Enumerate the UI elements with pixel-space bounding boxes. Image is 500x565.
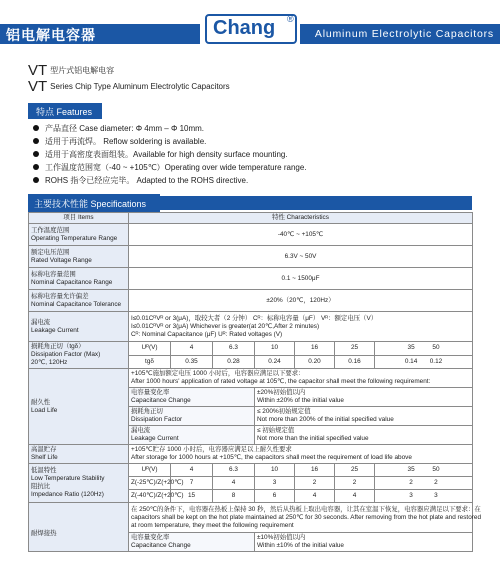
page-header: [0, 0, 500, 46]
row-value: 6.3V ~ 50V: [129, 246, 473, 268]
feature-item: ROHS 指令已经应完毕。 Adapted to the ROHS directive.: [33, 175, 248, 186]
df-value: 0.16: [335, 355, 375, 369]
table-header-row: [29, 213, 473, 224]
feature-item: 产品直径 Case diameter: Φ 4mm – Φ 10mm.: [33, 123, 204, 134]
brand-logo: [205, 14, 297, 44]
header-bar-right: [300, 24, 500, 44]
specifications-heading: 主要技术性能 Specifications: [28, 194, 160, 212]
feature-item: 工作温度范围宽（-40 ~ +105℃）Operating over wide temperature range.: [33, 162, 307, 173]
table-row: [29, 224, 473, 246]
df-value-pair: 0.14 0.12: [375, 355, 473, 369]
df-voltage: 6.3: [213, 342, 255, 356]
df-value: 0.35: [171, 355, 213, 369]
reflow-intro-row: 耐焊接热 在 250℃的条件下，电容器在热板上保持 30 秒，然后从热板上取出电容器，让其在室温下恢复，电容器应满足以下要求：在 capacitors shall be kept on the hot plate maintained at 250℃ for 30 seconds. After removing from the hot plate and restored at room temperature, they meet the following requirement: [29, 503, 473, 533]
registered-mark: ®: [287, 14, 294, 24]
specifications-table: [28, 212, 481, 552]
table-row-leakage: [29, 312, 473, 342]
df-ur-label: Uᴿ(V): [129, 342, 171, 356]
feature-item: 适用于再流焊。 Reflow soldering is available.: [33, 136, 206, 147]
lowtemp-ratio-row: Z(-40℃)/Z(+20℃) 15 8 6 4 4 3 3: [29, 490, 473, 503]
series-title-cn: VT 型片式铝电解电容: [28, 62, 115, 79]
bullet-icon: [33, 177, 39, 183]
load-life-row: 电容量变化率 Capacitance Change ±20%初始值以内 Within ±20% of the initial value: [29, 388, 473, 407]
df-voltage-row: [29, 342, 473, 356]
row-label: 耐焊接热: [29, 503, 129, 552]
row-label: 标称电容量允许偏差 Nominal Capacitance Tolerance: [29, 290, 129, 312]
df-tg-label: tgδ: [129, 355, 171, 369]
table-row: [29, 268, 473, 290]
row-label: 损耗角正切（tgδ） Dissipation Factor (Max) 20℃, 120Hz: [29, 342, 129, 369]
row-label: 高温贮存 Shelf Life: [29, 445, 129, 464]
lowtemp-voltage-row: 低温特性 Low Temperature Stability 阻抗比 Impedance Ratio (120Hz) Uᴿ(V) 4 6.3 10 16 25 35 50: [29, 464, 473, 477]
df-voltage: 25: [335, 342, 375, 356]
row-value: ±20%（20℃，120Hz）: [129, 290, 473, 312]
header-characteristics: 特性 Characteristics: [129, 213, 473, 224]
series-title-en: VT Series Chip Type Aluminum Electrolytic Capacitors: [28, 78, 230, 95]
df-voltage: 10: [255, 342, 295, 356]
bullet-icon: [33, 138, 39, 144]
df-voltage-pair: 35 50: [375, 342, 473, 356]
lowtemp-ratio-row: Z(-25℃)/Z(+20℃) 7 4 3 2 2 2 2: [29, 477, 473, 490]
df-value: 0.24: [255, 355, 295, 369]
features-heading: 特点 Features: [28, 103, 102, 119]
bullet-icon: [33, 164, 39, 170]
df-voltage: 4: [171, 342, 213, 356]
load-life-row: 漏电流 Leakage Current ≤ 初始规定值 Not more than the initial specified value: [29, 426, 473, 445]
load-life-intro-row: [29, 369, 473, 388]
row-label: 低温特性 Low Temperature Stability 阻抗比 Impedance Ratio (120Hz): [29, 464, 129, 503]
row-label: 耐久性 Load Life: [29, 369, 129, 445]
header-bar-left: [0, 24, 200, 44]
brand-logo-text: Chang: [213, 17, 276, 39]
row-value: I≤0.01CᴿVᴿ or 3(μA)，取较大者（2 分钟） Cᴿ：标称电容量（μF） Vᴿ：额定电压（V） I≤0.01CᴿVᴿ or 3(μA) Whichever is greater(at 20℃,After 2 minutes) Cᴿ: Nominal Capacitance (μF) Uᴿ: Rated voltages (V): [129, 312, 473, 342]
bullet-icon: [33, 125, 39, 131]
row-label: 漏电流 Leakage Current: [29, 312, 129, 342]
df-voltage: 16: [295, 342, 335, 356]
df-value: 0.20: [295, 355, 335, 369]
load-life-row: 损耗角正切 Dissipation Factor ≤ 200%初始规定值 Not more than 200% of the initial specified value: [29, 407, 473, 426]
df-value: 0.28: [213, 355, 255, 369]
row-value: -40℃ ~ +105℃: [129, 224, 473, 246]
row-label: 工作温度范围 Operating Temperature Range: [29, 224, 129, 246]
header-cn-title: 铝电解电容器: [6, 27, 96, 43]
row-label: 标称电容量范围 Nominal Capacitance Range: [29, 268, 129, 290]
table-row: [29, 290, 473, 312]
header-items: 项目 Items: [29, 213, 129, 224]
shelf-life-row: 高温贮存 Shelf Life +105℃贮存 1000 小时后，电容器应满足以上耐久性要求 After storage for 1000 hours at +105℃, the capacitors shall meet the requirement of load life above: [29, 445, 473, 464]
load-life-intro: +105℃施加额定电压 1000 小时后，电容器应满足以下要求： After 1000 hours' application of rated voltage at 105℃, the capacitor shall meet the following requirement:: [129, 369, 473, 388]
row-value: 0.1 ~ 1500μF: [129, 268, 473, 290]
bullet-icon: [33, 151, 39, 157]
header-en-title: Aluminum Electrolytic Capacitors: [314, 28, 494, 40]
table-row: [29, 246, 473, 268]
reflow-row: 电容量变化率 Capacitance Change ±10%初始值以内 Within ±10% of the initial value: [29, 533, 473, 552]
feature-item: 适用于高密度表面组装。Available for high density surface mounting.: [33, 149, 288, 160]
row-label: 额定电压范围 Rated Voltage Range: [29, 246, 129, 268]
